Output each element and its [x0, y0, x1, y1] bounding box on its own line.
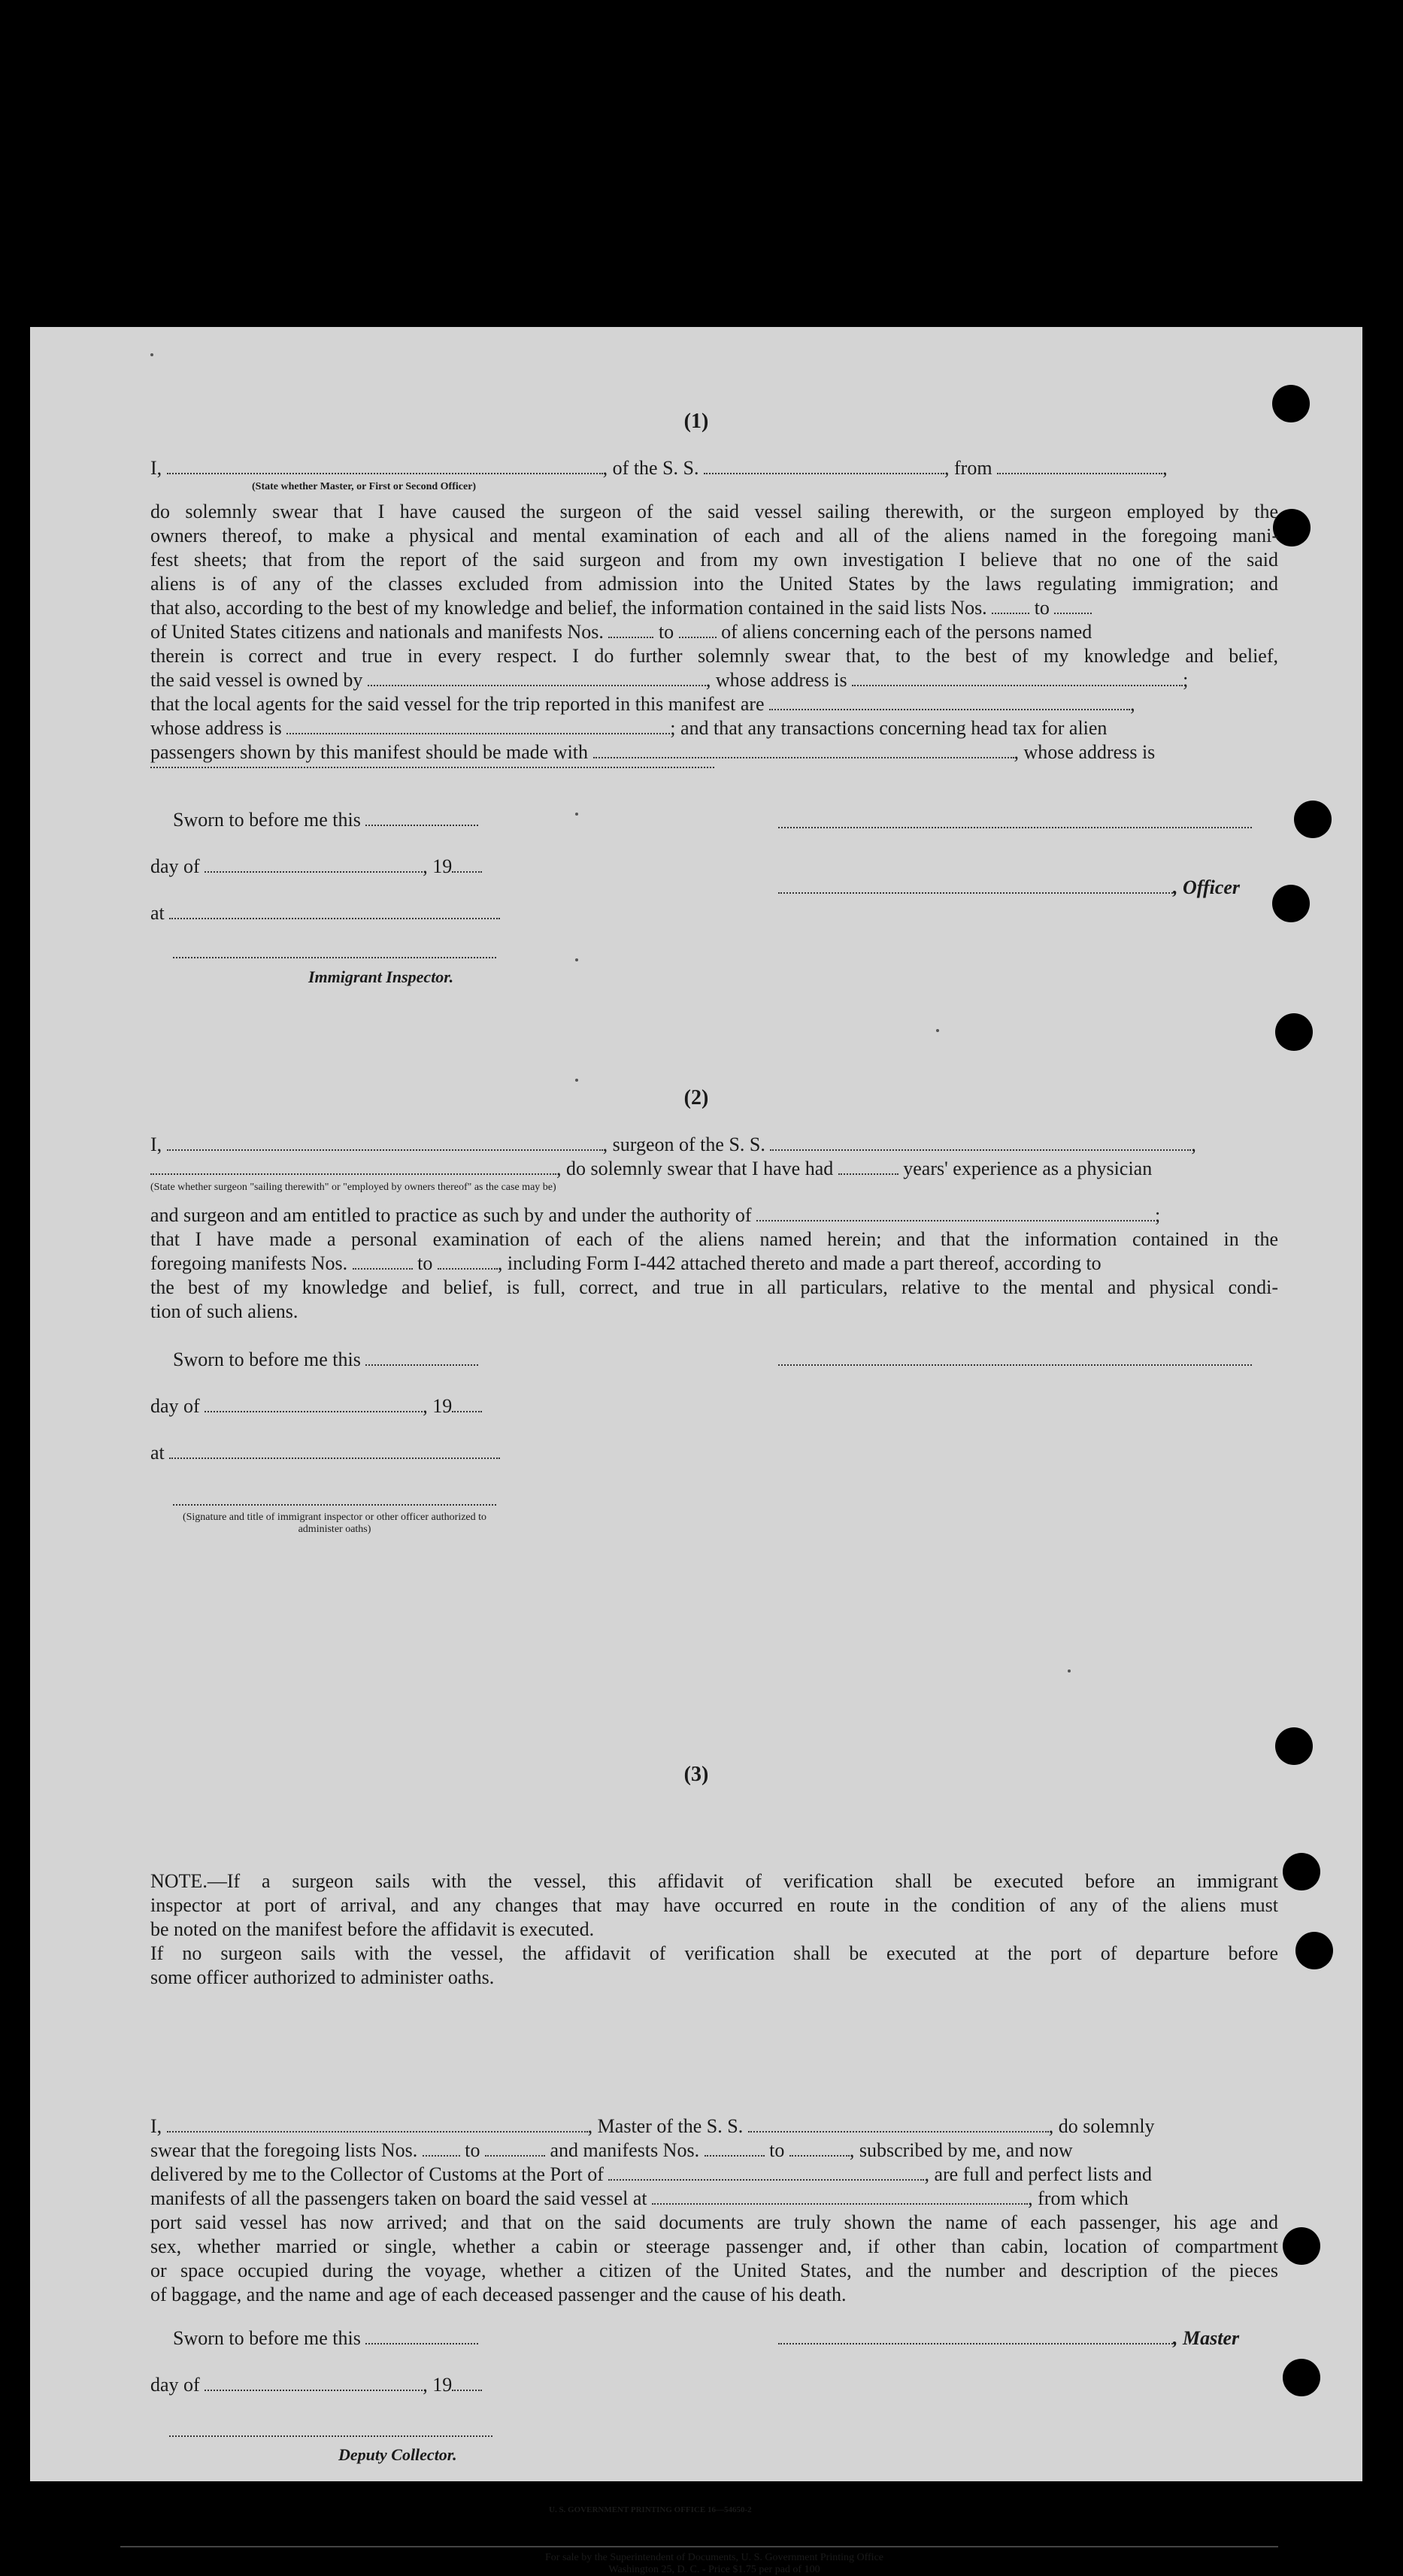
- speck: [575, 1079, 578, 1082]
- s2-best: the best of my knowledge and belief, is full, correct, and true in all particulars, relative to the mental and physical condi-: [150, 1276, 1278, 1298]
- vessel-name-field[interactable]: [704, 459, 944, 474]
- manifests-from-field[interactable]: [608, 623, 653, 638]
- owner-field[interactable]: [368, 671, 706, 686]
- boarding-port-field[interactable]: [652, 2190, 1028, 2205]
- s3-master-sig: , Master: [778, 2326, 1289, 2350]
- note-line-2: inspector at port of arrival, and any changes that may have occurred en route in the condition of any of the aliens must: [150, 1894, 1278, 1916]
- lists-to-field[interactable]: [1054, 599, 1092, 614]
- s1-lists-line: that also, according to the best of my knowledge and belief, the information contained in the said lists Nos. to: [150, 596, 1278, 620]
- s2-manifests-from-field[interactable]: [353, 1255, 413, 1270]
- s3-sworn: Sworn to before me this: [173, 2326, 549, 2350]
- s2-entitled: and surgeon and am entitled to practice as such by and under the authority of ;: [150, 1204, 1161, 1226]
- s2-year-field[interactable]: [452, 1397, 482, 1412]
- speck: [150, 353, 153, 356]
- form-page: [30, 327, 1362, 2575]
- s3-manifests: manifests of all the passengers taken on board the said vessel at , from which: [150, 2187, 1129, 2209]
- officer-name-field[interactable]: [778, 879, 1173, 894]
- s3-swear: swear that the foregoing lists Nos. to and manifests Nos. to , subscribed by me, and now: [150, 2139, 1073, 2161]
- s1-at: at: [150, 901, 541, 925]
- section-3-number: (3): [683, 1763, 709, 1786]
- sale-line-2: Washington 25, D. C. - Price $1.75 per pad of 100: [608, 2564, 820, 2575]
- s3-body-4: of baggage, and the name and age of each deceased passenger and the cause of his death.: [150, 2284, 847, 2305]
- surgeon-caption: (State whether surgeon "sailing therewith" or "employed by owners thereof" as the case may be): [150, 1182, 556, 1193]
- manifests-to-field[interactable]: [679, 623, 717, 638]
- s2-exam: that I have made a personal examination of each of the aliens named herein; and that the information contained in the: [150, 1228, 1278, 1250]
- note-line-5: some officer authorized to administer oaths.: [150, 1966, 495, 1988]
- sale-line-1: For sale by the Superintendent of Documents, U. S. Government Printing Office: [545, 2552, 883, 2563]
- sworn-day-field[interactable]: [365, 811, 478, 826]
- s2-inspector-signature-line[interactable]: [173, 1504, 496, 1506]
- s3-line-1: I, , Master of the S. S. , do solemnly: [150, 2115, 1155, 2137]
- note-line-4: If no surgeon sails with the vessel, the affidavit of verification shall be executed at the port of departure before: [150, 1942, 1278, 1964]
- s2-month-field[interactable]: [205, 1397, 423, 1412]
- section-1-number: (1): [683, 410, 709, 433]
- port-of-field[interactable]: [608, 2166, 924, 2181]
- speck: [1068, 1669, 1071, 1672]
- s2-signature-caption: (Signature and title of immigrant inspector or other officer authorized to administer oaths): [182, 1512, 487, 1535]
- s1-body-2: owners thereof, to make a physical and mental examination of each and all of the aliens named in the foregoing mani-: [150, 525, 1278, 546]
- agents-field[interactable]: [769, 695, 1130, 710]
- s1-manifests-line: of United States citizens and nationals and manifests Nos. to of aliens concerning each of the persons named: [150, 621, 1092, 643]
- s3-manifests-from-field[interactable]: [705, 2142, 765, 2157]
- s1-officer: , Officer: [778, 876, 1289, 900]
- s2-manifests-to-field[interactable]: [438, 1255, 498, 1270]
- note-line-1: NOTE.—If a surgeon sails with the vessel, this affidavit of verification shall be executed before an immigrant: [150, 1870, 1278, 1892]
- years-field[interactable]: [838, 1160, 898, 1175]
- inspector-signature-line[interactable]: [173, 957, 496, 958]
- punch-hole-icon: [1275, 1013, 1313, 1051]
- s1-body-4: aliens is of any of the classes excluded from admission into the United States by the laws regulating immigration; and: [150, 573, 1278, 595]
- head-tax-agent-field[interactable]: [593, 743, 1014, 758]
- s1-passengers-line: passengers shown by this manifest should be made with , whose address is: [150, 741, 1156, 763]
- s1-agents-line: that the local agents for the said vessel for the trip reported in this manifest are ,: [150, 693, 1135, 715]
- s3-body-2: sex, whether married or single, whether a cabin or steerage passenger and, if other than cabin, location of compartment: [150, 2235, 1278, 2257]
- s2-at: at: [150, 1441, 541, 1465]
- head-tax-address-field[interactable]: [150, 767, 714, 768]
- inspector-title: Immigrant Inspector.: [308, 967, 454, 986]
- officer-signature-line[interactable]: [778, 827, 1252, 828]
- s1-body-1: do solemnly swear that I have caused the surgeon of the said vessel sailing therewith, or the surgeon employed by the: [150, 501, 1278, 522]
- s2-line-1: I, , surgeon of the S. S. ,: [150, 1134, 1196, 1155]
- s2-at-field[interactable]: [169, 1444, 500, 1459]
- surgeon-vessel-field[interactable]: [770, 1136, 1191, 1151]
- speck: [575, 958, 578, 961]
- lists-from-field[interactable]: [992, 599, 1029, 614]
- speck: [936, 1029, 939, 1032]
- s3-manifests-to-field[interactable]: [789, 2142, 850, 2157]
- section-2-number: (2): [683, 1086, 709, 1109]
- printing-office-line: U. S. GOVERNMENT PRINTING OFFICE 16—54650-2: [549, 2505, 752, 2514]
- punch-hole-icon: [1283, 1853, 1320, 1890]
- punch-hole-icon: [1273, 509, 1311, 546]
- surgeon-signature-line[interactable]: [778, 1364, 1252, 1366]
- rank-caption: (State whether Master, or First or Second Officer): [252, 481, 477, 492]
- master-signature-field[interactable]: [778, 2329, 1173, 2344]
- punch-hole-icon: [1283, 2227, 1320, 2265]
- s2-tion: tion of such aliens.: [150, 1300, 298, 1322]
- s1-owned-line: the said vessel is owned by , whose address is ;: [150, 669, 1189, 691]
- s3-body-3: or space occupied during the voyage, whether a citizen of the United States, and the number and description of the pieces: [150, 2260, 1278, 2281]
- note-line-3: be noted on the manifest before the affidavit is executed.: [150, 1918, 595, 1940]
- s1-sworn: Sworn to before me this: [173, 808, 549, 832]
- rank-field[interactable]: [167, 459, 603, 474]
- surgeon-name-field[interactable]: [167, 1136, 603, 1151]
- s3-lists-from-field[interactable]: [423, 2142, 460, 2157]
- s2-manifests: foregoing manifests Nos. to , including Form I-442 attached thereto and made a part thereof, according to: [150, 1252, 1101, 1274]
- s3-delivered: delivered by me to the Collector of Customs at the Port of , are full and perfect lists and: [150, 2163, 1152, 2185]
- agents-address-field[interactable]: [286, 719, 670, 734]
- s1-correct-line: therein is correct and true in every respect. I do further solemnly swear that, to the best of my knowledge and belief,: [150, 645, 1278, 667]
- s2-line-2: , do solemnly swear that I have had years' experience as a physician: [150, 1157, 1278, 1181]
- s3-lists-to-field[interactable]: [485, 2142, 545, 2157]
- s3-sworn-day-field[interactable]: [365, 2329, 478, 2344]
- month-field[interactable]: [205, 858, 423, 873]
- s1-body-3: fest sheets; that from the report of the said surgeon and from my own investigation I believe that no one of the said: [150, 549, 1278, 571]
- at-field[interactable]: [169, 904, 500, 919]
- punch-hole-icon: [1294, 801, 1332, 838]
- s3-month-field[interactable]: [205, 2376, 423, 2391]
- year-field[interactable]: [452, 858, 482, 873]
- s1-day-of: day of , 19: [150, 855, 526, 879]
- s1-line-1: I, , of the S. S. , from ,: [150, 457, 1168, 479]
- s3-year-field[interactable]: [452, 2376, 482, 2391]
- collector-signature-line[interactable]: [169, 2435, 492, 2437]
- collector-title: Deputy Collector.: [338, 2445, 457, 2464]
- punch-hole-icon: [1295, 1932, 1333, 1969]
- surgeon-status-field[interactable]: [150, 1160, 556, 1175]
- authority-field[interactable]: [756, 1206, 1155, 1221]
- punch-hole-icon: [1275, 1727, 1313, 1765]
- master-vessel-field[interactable]: [748, 2117, 1049, 2133]
- punch-hole-icon: [1283, 2359, 1320, 2396]
- s3-body-1: port said vessel has now arrived; and that on the said documents are truly shown the name of each passenger, his age and: [150, 2211, 1278, 2233]
- s3-day-of: day of , 19: [150, 2373, 526, 2397]
- s2-sworn: Sworn to before me this: [173, 1348, 549, 1372]
- speck: [575, 813, 578, 816]
- owner-address-field[interactable]: [852, 671, 1183, 686]
- master-name-field[interactable]: [167, 2117, 588, 2133]
- from-port-field[interactable]: [997, 459, 1162, 474]
- s1-address-line: whose address is ; and that any transactions concerning head tax for alien: [150, 717, 1108, 739]
- s2-sworn-day-field[interactable]: [365, 1351, 478, 1366]
- footer-rule: [120, 2546, 1278, 2547]
- s2-day-of: day of , 19: [150, 1394, 526, 1418]
